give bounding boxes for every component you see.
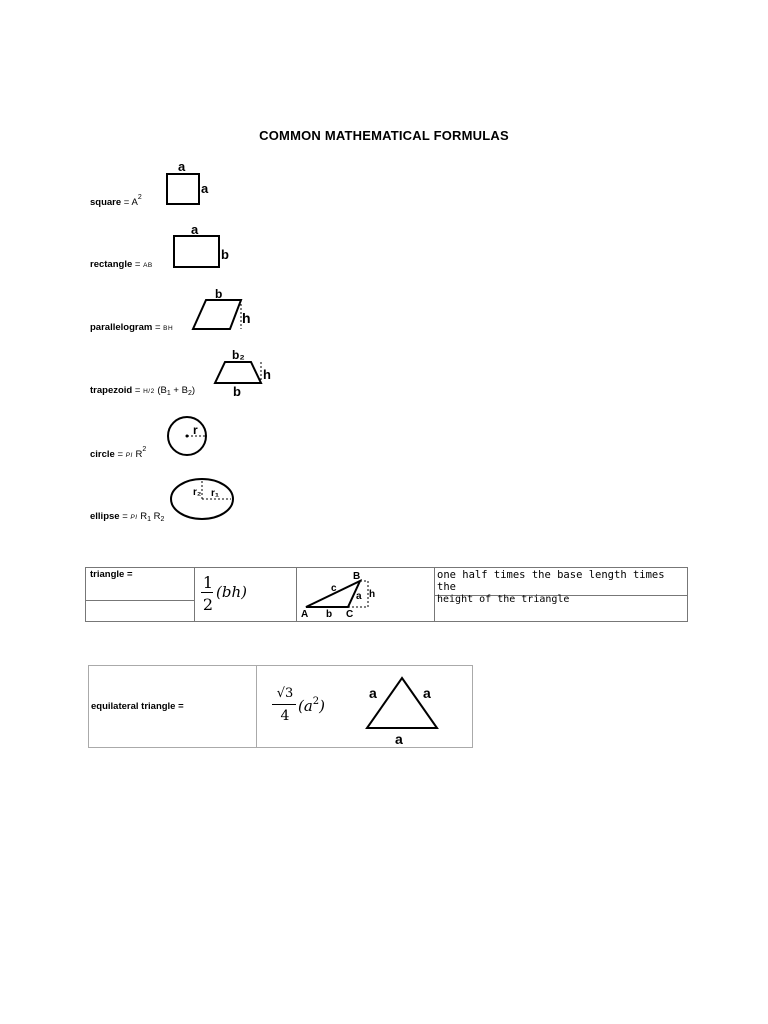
circle-formula — [90, 446, 147, 460]
pi-symbol: PI — [130, 514, 138, 521]
equilateral-formula-numerator: √3 — [276, 686, 294, 701]
trapezoid-bottom-base-label: b — [233, 384, 241, 398]
parallelogram-formula — [90, 322, 173, 333]
triangle-side-label: c — [331, 583, 337, 594]
ellipse-name: ellipse — [90, 511, 120, 522]
subscript: 2 — [187, 390, 192, 397]
circle-exponent: 2 — [142, 446, 147, 453]
rectangle-formula — [90, 259, 153, 270]
page-title: COMMON MATHEMATICAL FORMULAS — [259, 128, 509, 143]
trapezoid-half-height: H/2 — [143, 388, 155, 395]
plus-sign: + — [173, 385, 179, 396]
parallelogram-name: parallelogram — [90, 322, 153, 333]
equilateral-expr-base: (a — [298, 697, 313, 715]
triangle-vertex-label: C — [346, 609, 354, 620]
rectangle-expression: AB — [143, 262, 153, 269]
triangle-description-line1: one half times the base length times the — [437, 569, 665, 593]
subscript: 1 — [166, 390, 171, 397]
parallelogram-height-label: h — [242, 310, 251, 326]
square-formula — [90, 194, 142, 208]
paren-close: ) — [191, 385, 196, 396]
triangle-formula-denominator: 2 — [202, 595, 214, 614]
circle-radius-label: r — [193, 423, 198, 437]
equilateral-side-label: a — [369, 685, 377, 701]
triangle-table — [85, 567, 688, 622]
triangle-vertex-label: A — [301, 609, 309, 620]
square-figure — [160, 158, 220, 210]
paren-close: ) — [319, 697, 326, 715]
triangle-label: triangle = — [90, 569, 133, 580]
ellipse-r2: R — [153, 511, 161, 522]
rectangle-figure — [168, 220, 238, 272]
circle-name: circle — [90, 449, 115, 460]
rectangle-height-label: b — [221, 247, 229, 262]
equilateral-side-label: a — [395, 731, 403, 746]
equilateral-triangle-figure — [357, 674, 457, 746]
rectangle-width-label: a — [191, 222, 199, 237]
ellipse-r2-label: r₂ — [193, 487, 202, 498]
trapezoid-height-label: h — [263, 367, 271, 382]
triangle-side-label: a — [356, 591, 362, 602]
triangle-formula-expression: (bh) — [216, 583, 247, 601]
equals-sign: = — [134, 385, 141, 396]
parallelogram-expression: BH — [163, 325, 174, 332]
square-base: A — [131, 197, 138, 208]
paren-open: ( — [157, 385, 161, 396]
ellipse-r1: R — [140, 511, 148, 522]
parallelogram-figure — [186, 285, 256, 335]
trapezoid-name: trapezoid — [90, 385, 133, 396]
equilateral-expr-exponent: 2 — [312, 696, 320, 707]
circle-radius: R — [135, 449, 143, 460]
triangle-vertex-label: B — [353, 571, 361, 582]
equilateral-table — [88, 665, 473, 748]
equilateral-formula-expression — [298, 697, 325, 715]
trapezoid-b2: B — [181, 385, 188, 396]
equals-sign: = — [134, 259, 141, 270]
equals-sign: = — [154, 322, 161, 333]
triangle-description-line2: height of the triangle — [437, 594, 570, 605]
circle-figure — [162, 412, 214, 460]
subscript: 2 — [160, 516, 165, 523]
equals-sign: = — [123, 197, 130, 208]
ellipse-r1-label: r₁ — [211, 488, 220, 499]
equals-sign: = — [122, 511, 128, 522]
square-side-label: a — [201, 181, 209, 196]
subscript: 1 — [147, 516, 151, 523]
triangle-height-label: h — [369, 589, 376, 600]
equals-sign: = — [117, 449, 124, 460]
rectangle-name: rectangle — [90, 259, 133, 270]
triangle-figure — [298, 569, 378, 621]
square-exponent: 2 — [137, 194, 142, 201]
triangle-formula-numerator: 1 — [202, 573, 214, 592]
ellipse-figure — [168, 475, 238, 523]
trapezoid-b1: B — [160, 385, 167, 396]
trapezoid-formula — [90, 385, 195, 396]
parallelogram-base-label: b — [215, 287, 223, 301]
trapezoid-figure — [208, 346, 283, 398]
equilateral-side-label: a — [423, 685, 431, 701]
square-name: square — [90, 197, 122, 208]
square-side-label: a — [178, 159, 186, 174]
trapezoid-top-base-label: b₂ — [232, 348, 245, 362]
triangle-base-label: b — [326, 609, 333, 620]
equilateral-formula-denominator: 4 — [280, 708, 290, 724]
ellipse-formula — [90, 511, 164, 522]
pi-symbol: PI — [125, 452, 133, 459]
equilateral-label: equilateral triangle = — [91, 701, 184, 712]
